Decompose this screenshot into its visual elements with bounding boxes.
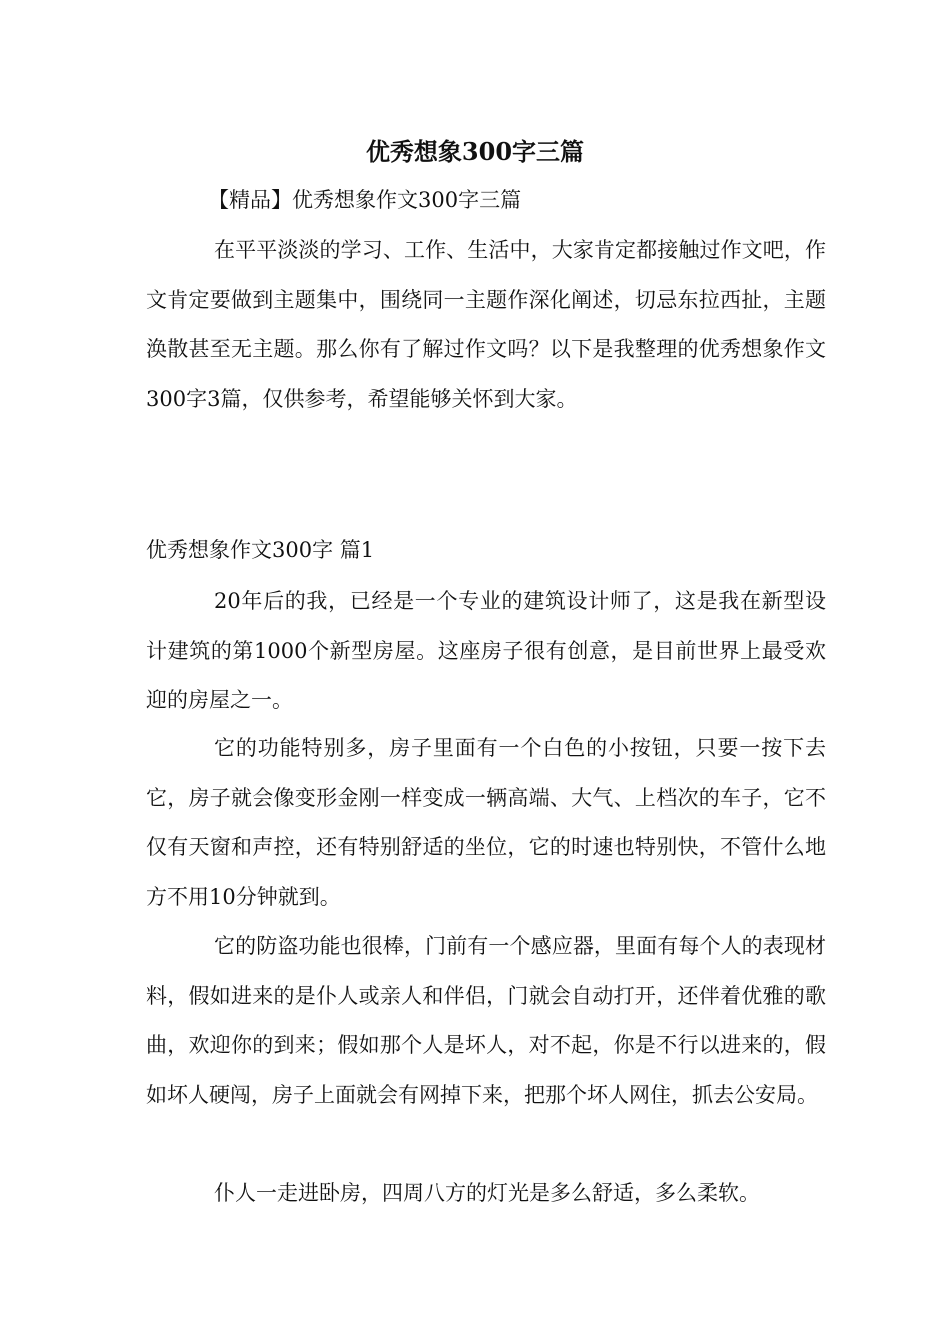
section-heading: 优秀想象作文300字 篇1	[146, 538, 375, 562]
body-paragraph: 20年后的我，已经是一个专业的建筑设计师了，这是我在新型设计建筑的第1000个新型房屋。这座房子很有创意，是目前世界上最受欢迎的房屋之一。	[146, 589, 826, 712]
intro-paragraph: 在平平淡淡的学习、工作、生活中，大家肯定都接触过作文吧，作文肯定要做到主题集中，围绕同一主题作深化阐述，切忌东拉西扯，主题涣散甚至无主题。那么你有了解过作文吗？以下是我整理的优秀想象作文300字3篇，仅供参考，希望能够关怀到大家。	[146, 238, 826, 411]
document-title: 优秀想象300字三篇	[365, 137, 585, 166]
body-paragraph: 它的功能特别多，房子里面有一个白色的小按钮，只要一按下去它，房子就会像变形金刚一样变成一辆高端、大气、上档次的车子，它不仅有天窗和声控，还有特别舒适的坐位，它的时速也特别快，不管什么地方不用10分钟就到。	[146, 736, 826, 909]
body-paragraph: 它的防盗功能也很棒，门前有一个感应器，里面有每个人的表现材料，假如进来的是仆人或亲人和伴侣，门就会自动打开，还伴着优雅的歌曲，欢迎你的到来；假如那个人是坏人，对不起，你是不行以进来的，假如坏人硬闯，房子上面就会有网掉下来，把那个坏人网住，抓去公安局。	[146, 934, 826, 1107]
document-subtitle: 【精品】优秀想象作文300字三篇	[208, 188, 522, 212]
body-paragraph: 仆人一走进卧房，四周八方的灯光是多么舒适，多么柔软。	[214, 1181, 760, 1205]
